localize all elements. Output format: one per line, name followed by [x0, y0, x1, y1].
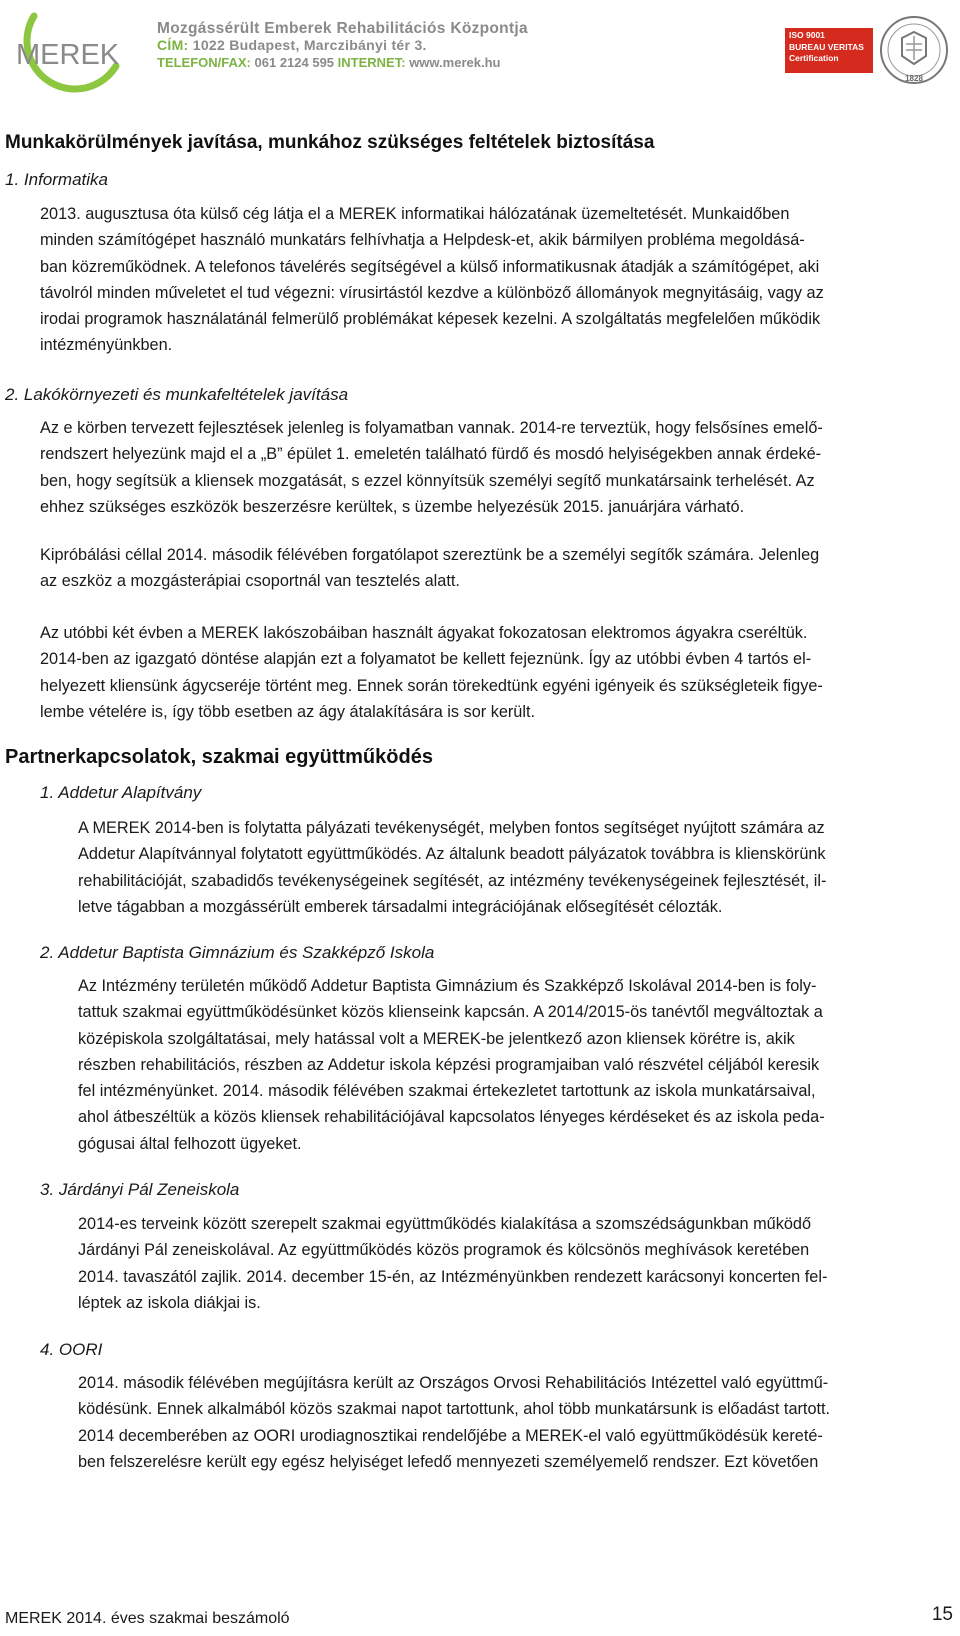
- item-heading-music-school: 3. Járdányi Pál Zeneiskola: [40, 1180, 240, 1199]
- org-contact: TELEFON/FAX: 061 2124 595 INTERNET: www.merek.hu: [157, 55, 501, 70]
- item-heading-informatika: 1. Informatika: [5, 170, 108, 189]
- section-title-working-conditions: Munkakörülmények javítása, munkához szükséges feltételek biztosítása: [5, 132, 655, 153]
- page-number: 15: [931, 1604, 953, 1625]
- section-title-partnerships: Partnerkapcsolatok, szakmai együttműködés: [5, 746, 433, 768]
- logo-text: MEREK: [16, 39, 120, 71]
- paragraph-music-school: 2014-es terveink között szerepelt szakmai együttműködés kialakítása a szomszédságunkban működő Járdányi Pál zeneiskolával. Az együttműködés közös programok és kölcsönös meghívások keretében 2014. tavaszától zajlik. 2014. december 15-én, az Intézményünkben rendezett karácsonyi koncerten fel- léptek az iskola diákjai is.: [78, 1215, 828, 1312]
- footer-report-title: MEREK 2014. éves szakmai beszámoló: [5, 1610, 290, 1627]
- item-heading-living-conditions: 2. Lakókörnyezeti és munkafeltételek javítása: [5, 385, 349, 404]
- item-heading-addetur-foundation: 1. Addetur Alapítvány: [40, 783, 202, 802]
- seal-year: 1828: [905, 74, 923, 83]
- item-heading-addetur-school: 2. Addetur Baptista Gimnázium és Szakképző Iskola: [40, 943, 435, 962]
- paragraph-addetur-foundation: A MEREK 2014-ben is folytatta pályázati tevékenységét, melyben fontos segítséget nyújtott számára az Addetur Alapítvánnyal folytatott együttműködés. Az általunk beadott pályázatok továbbra is klienskörünk rehabilitációját, szabadidős tevékenységeinek segítését, az intézmény tevékenységeinek fejlesztését, il- letve tágabban a mozgássérült emberek társadalmi integrációjának elősegítését célozták.: [78, 819, 827, 916]
- org-address: CÍM: 1022 Budapest, Marczibányi tér 3.: [157, 37, 427, 53]
- paragraph-living-conditions-2: Kipróbálási céllal 2014. második félévében forgatólapot szereztünk be a személyi segítők számára. Jelenleg az eszköz a mozgásterápiai csoportnál van tesztelés alatt.: [40, 546, 820, 591]
- paragraph-living-conditions-3: Az utóbbi két évben a MEREK lakószobáiban használt ágyakat fokozatosan elektromos ágyakra cseréltük. 2014-ben az igazgató döntése alapján ezt a folyamatot be kellett fejeznünk. Így az utóbbi évben 4 tartós el- helyezett kliensünk ágycseréje történt meg. Ennek során törekedtünk egyéni igényeik és szükségleteik figye- lembe vételére is, így több esetben az ágy átalakítására is sor került.: [40, 624, 823, 721]
- org-name: Mozgássérült Emberek Rehabilitációs Központja: [157, 20, 528, 37]
- paragraph-addetur-school: Az Intézmény területén működő Addetur Baptista Gimnázium és Szakképző Iskolával 2014-ben is foly- tattuk szakmai együttműködésünket közös klienseink kapcsán. A 2014/2015-ös tanévtől megváltoztak a középiskola szolgáltatásai, mely hatással volt a MEREK-be jelentkező azon kliensek körétre is, akik részben rehabilitációs, részben az Addetur iskola képzési programjaiban való részvétel céljából keresik fel intézményünket. 2014. második félévében szakmai értekezletet tartottunk az iskola munkatársaival, ahol átbeszéltük a közös kliensek rehabilitációjával kapcsolatos lényeges kérdéseket és az iskola peda- gógusai által felhozott ügyeket.: [78, 977, 825, 1153]
- iso-certification-badge: ISO 9001 BUREAU VERITAS Certification: [785, 28, 873, 73]
- paragraph-oori: 2014. második félévében megújításra került az Országos Orvosi Rehabilitációs Intézettel való együttmű- ködésünk. Ennek alkalmából közös szakmai napot tartottunk, ahol több munkatársunk is előadást tartott. 2014 decemberében az OORI urodiagnosztikai rendelőjébe a MEREK-el való együttműködésük kereté- ben felszerelésre került egy egész helyiséget lefedő mennyezeti személyemelő rendszer. Ezt követően: [78, 1374, 831, 1471]
- paragraph-informatika: 2013. augusztusa óta külső cég látja el a MEREK informatikai hálózatának üzemeltetését. Munkaidőben minden számítógépet használó munkatárs felhívhatja a Helpdesk-et, akik bármilyen probléma megoldásá- ban közreműködnek. A telefonos távelérés segítségével a külső informatikusnak átadják a számítógépet, aki távolról minden műveletet el tud végezni: vírusirtástól kezdve a különböző állományok megnyitásáig, vagy az irodai programok használatánál felmerülő problémákat képesek kezelni. A szolgáltatás megfelelően működik intézményünkben.: [40, 205, 824, 355]
- item-heading-oori: 4. OORI: [40, 1340, 103, 1359]
- paragraph-living-conditions-1: Az e körben tervezett fejlesztések jelenleg is folyamatban vannak. 2014-re terveztük, hogy felsősínes emelő- rendszert helyezünk majd el a „B” épület 1. emeletén található fürdő és mosdó helyiségekben annak érdeké- ben, hogy segítsük a kliensek mozgatását, s ezzel könnyítsük személyi segítő munkatársaink terhelését. Az ehhez szükséges eszközök beszerzésre kerültek, s üzembe helyezésük 2015. januárjára várható.: [40, 419, 823, 516]
